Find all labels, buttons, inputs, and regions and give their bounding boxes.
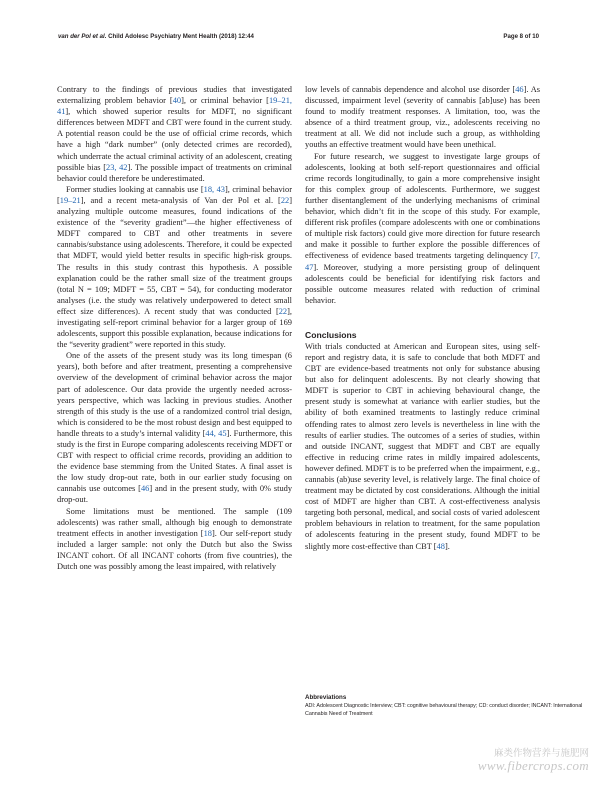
- header-journal: Child Adolesc Psychiatry Ment Health (2018) 12:44: [108, 33, 254, 40]
- paragraph: One of the assets of the present study was its long timespan (6 years), both before and after treatment, presenting a comprehensive overview of the development of criminal behavior across the major part of adolescence. Our data provide the urgently needed across-years perspective, which was lacking in previous studies. Another strength of this study is the use of a randomized control trial design, which is considered to be the most robust design and best equipped to handle threats to a study’s internal validity [44, 45]. Furthermore, this study is the first in Europe comparing adolescents receiving MDFT or CBT with respect to official crime records, providing an addition to the evidence base stemming from the United States. A final asset is the low study drop-out rate, both in our earlier study focusing on cannabis use outcomes [46] and in the present study, with 0% study drop-out.: [57, 351, 293, 505]
- paragraph: With trials conducted at American and European sites, using self-report and registry data, it is safe to conclude that both MDFT and CBT are evidence-based treatments not only for substance abusing but also for delinquent adolescents. By not clearly showing that MDFT is superior to CBT in achieving behavioural change, the present study is somewhat at variance with earlier studies, but the ability of both examined treatments to lastingly reduce criminal offending rates to almost zero levels is nevertheless in line with the results of earlier studies. The outcomes of a series of studies, within and outside INCANT, suggest that MDFT and CBT are equally effective in reducing crime rates in mildly impaired adolescents, however defined. MDFT is to be preferred when the impairment, e.g., cannabis (ab)use severity level, is relatively large. The final choice of treatment may be dictated by cost considerations. Although the initial cost of MDFT are higher than CBT. A cost-effectiveness analysis targeting both personal, medical, and social costs of varied adolescent problem behaviours in relation to treatment, for the same population of adolescents featuring in the present study, found MDFT to be slightly more cost-effective than CBT [48].: [305, 341, 540, 551]
- page-number: Page 8 of 10: [503, 33, 539, 40]
- citation-link[interactable]: 40: [172, 96, 182, 106]
- citation-link[interactable]: 18: [203, 528, 212, 538]
- right-column: [305, 84, 540, 552]
- abbreviations-heading: Abbreviations: [305, 694, 347, 701]
- paragraph: Contrary to the findings of previous studies that investigated externalizing problem behavior [40], or criminal behavior [19–21, 41], which showed superior results for MDFT, no significant differences between MDFT and CBT were found in the current study. A potential reason could be the use of official crime records, which have a high “dark number” (only detected crimes are recorded), which underrate the actual criminal activity of an adolescent, creating possible bias [23, 42]. The possible impact of treatments on criminal behavior could therefore be underestimated.: [57, 85, 292, 183]
- watermark-url: www.fibercrops.com: [477, 758, 589, 773]
- paragraph: low levels of cannabis dependence and alcohol use disorder [46]. As discussed, impairment level (severity of cannabis [ab]use) has been found to modify treatment responses. A limitation, too, was the absence of a third treatment group, viz., adolescents receiving no treatment at all. We did not include such a group, as withholding youths an effective treatment would have been unethical.: [305, 85, 540, 150]
- conclusions-heading: Conclusions: [305, 329, 357, 340]
- citation-link[interactable]: 46: [140, 484, 150, 494]
- paragraph: For future research, we suggest to investigate large groups of adolescents, looking at both self-report questionnaires and official crime records longitudinally, to gain a more comprehensive insight for this complex group of adolescents. Furthermore, we suggest further disentanglement of the underlying mechanisms of criminal behavior, which didn’t fit in the scope of this study. For example, different risk profiles (compare adolescents with one or combinations of multiple risk factors) could give more direction for future research and make it possible to further explore the possible differences of effectiveness of evidence based treatments targeting delinquency [7, 47]. Moreover, studying a more persisting group of delinquent adolescents could be beneficial for identifying risk factors and possible outcome measures related with reduction of criminal behavior.: [305, 151, 540, 305]
- citation-link[interactable]: 22: [280, 195, 290, 205]
- watermark-chinese: 麻类作物营养与施肥网: [493, 749, 589, 759]
- paragraph: Some limitations must be mentioned. The sample (109 adolescents) was rather small, although big enough to demonstrate treatment effects in another investigation [18]. Our self-report study included a larger sample: not only the Dutch but also the Swiss INCANT cohort. Of all INCANT cohorts (from five countries), the Dutch one was possibly among the least impaired, with relatively: [57, 506, 292, 572]
- citation-link[interactable]: 46: [515, 85, 524, 94]
- citation-link[interactable]: 44, 45: [205, 428, 227, 438]
- citation-link[interactable]: 19–21: [59, 195, 81, 205]
- citation-link[interactable]: 48: [436, 541, 445, 551]
- citation-link[interactable]: 22: [278, 306, 288, 316]
- left-column: [57, 84, 292, 572]
- citation-link[interactable]: 23, 42: [106, 162, 128, 172]
- header-authors: van der Pol et al.: [58, 33, 107, 40]
- header-citation: [58, 33, 254, 41]
- abbreviations-block: [305, 693, 595, 718]
- paragraph: Former studies looking at cannabis use [18, 43], criminal behavior [19–21], and a recent meta-analysis of Van der Pol et al. [22] analyzing multiple outcome measures, found indications of the existence of the “severity gradient”—the higher effectiveness of MDFT compared to CBT and other treatments in severe cannabis/substance using adolescents. Therefore, it could be expected that MDFT, would yield better results in specific high-risk groups. The results in this study contrast this hypothesis. A possible explanation could be the rather small size of the treatment groups (total N = 109; MDFT = 55, CBT = 54), for conducting moderator analyses (i.e. the study was relatively underpowered to detect small effect size differences). A recent study that was conducted [22], investigating self-report criminal behavior for a larger group of 169 adolescents, support this possible explanation, because indications for the “severity gradient” were reported in this study.: [57, 184, 292, 350]
- citation-link[interactable]: 19–21, 41: [57, 96, 292, 117]
- abbreviations-text: ADI: Adolescent Diagnostic Interview; CBT: cognitive behavioural therapy; CD: conduct disorder; INCANT: International Cannabis Need of Treatment: [305, 703, 583, 718]
- citation-link[interactable]: 18, 43: [203, 184, 225, 194]
- citation-link[interactable]: 7, 47: [305, 251, 540, 272]
- site-watermark: [478, 748, 589, 772]
